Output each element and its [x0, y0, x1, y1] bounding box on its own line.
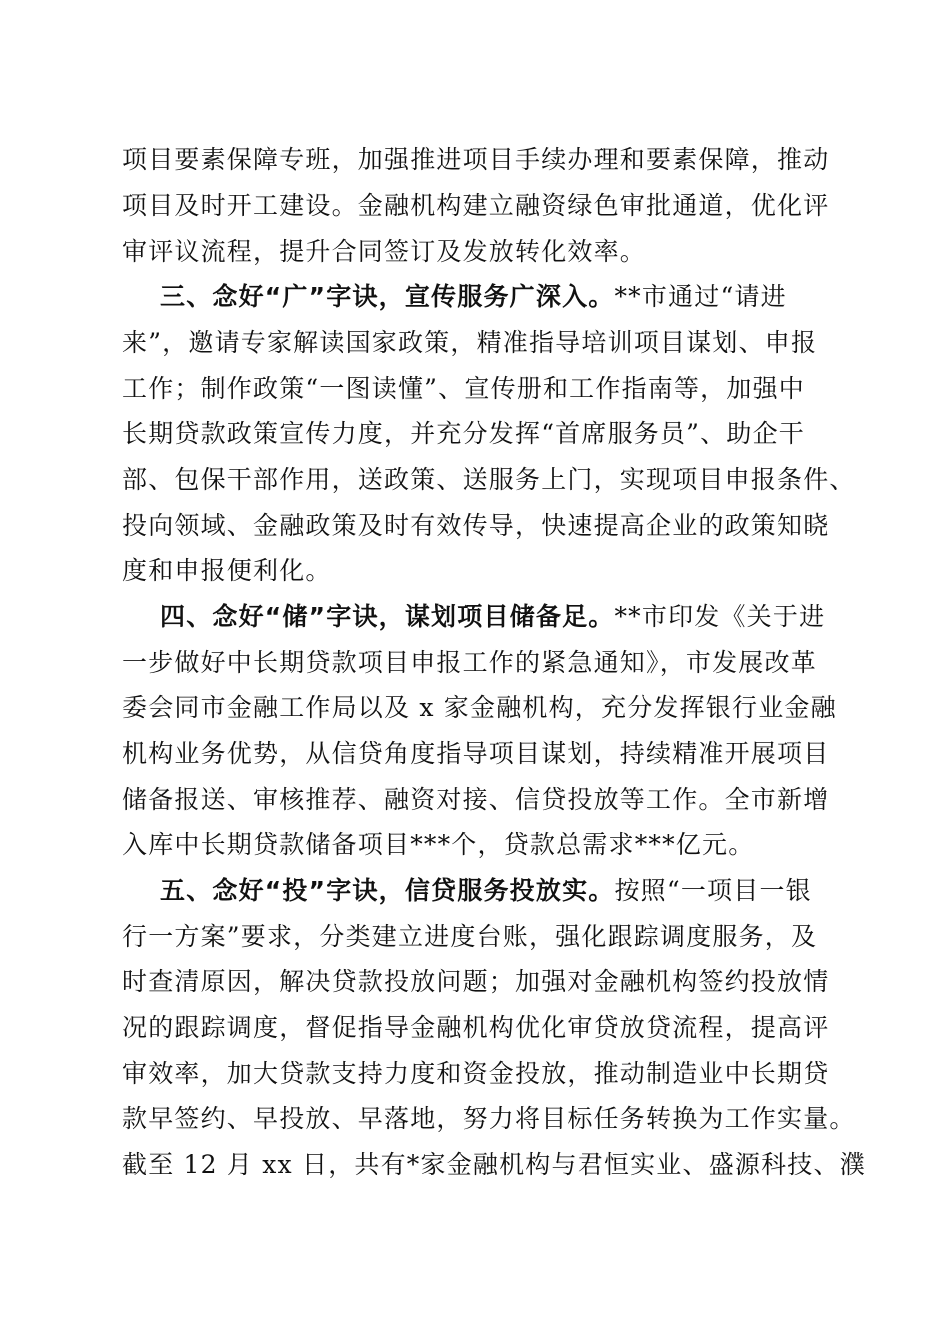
- paragraph-2-first-line: [160, 275, 842, 319]
- paragraph-2-line-7: 度和申报便利化。: [122, 556, 332, 585]
- section-heading-5: 五、念好“投”字诀，信贷服务投放实。: [160, 876, 615, 905]
- paragraph-2-line-3: 工作；制作政策“一图读懂”、宣传册和工作指南等，加强中: [122, 374, 805, 403]
- paragraph-4-line-6: 款早签约、早投放、早落地，努力将目标任务转换为工作实量。: [122, 1104, 856, 1133]
- paragraph-4-line-5: 审效率，加大贷款支持力度和资金投放，推动制造业中长期贷: [122, 1059, 830, 1088]
- paragraph-3-line-5: 储备报送、审核推荐、融资对接、信贷投放等工作。全市新增: [122, 785, 830, 814]
- paragraph-4-line-2: 行一方案”要求，分类建立进度台账，强化跟踪调度服务，及: [122, 922, 818, 951]
- paragraph-4-first-line: [160, 869, 842, 913]
- paragraph-3-line-4: 机构业务优势，从信贷角度指导项目谋划，持续精准开展项目: [122, 739, 830, 768]
- paragraph-4-line-4: 况的跟踪调度，督促指导金融机构优化审贷放贷流程，提高评: [122, 1013, 830, 1042]
- paragraph-3-line-2: 一步做好中长期贷款项目申报工作的紧急通知》，市发展改革: [122, 648, 817, 677]
- paragraph-3-line-6: 入库中长期贷款储备项目***个，贷款总需求***亿元。: [122, 830, 755, 859]
- paragraph-2-line-1: **市通过“请进: [614, 282, 787, 311]
- section-heading-4: 四、念好“储”字诀，谋划项目储备足。: [160, 602, 615, 631]
- paragraph-3-line-1: **市印发《关于进: [614, 602, 826, 631]
- paragraph-4-line-3: 时查清原因，解决贷款投放问题；加强对金融机构签约投放情: [122, 967, 830, 996]
- section-heading-3: 三、念好“广”字诀，宣传服务广深入。: [160, 282, 615, 311]
- paragraph-2-line-5: 部、包保干部作用，送政策、送服务上门，实现项目申报条件、: [122, 465, 856, 494]
- paragraph-1-line-3: 审评议流程，提升合同签订及发放转化效率。: [122, 237, 647, 266]
- paragraph-2-line-2: 来”，邀请专家解读国家政策，精准指导培训项目谋划、申报: [122, 328, 818, 357]
- paragraph-2-line-4: 长期贷款政策宣传力度，并充分发挥“首席服务员”、助企干: [122, 419, 805, 448]
- paragraph-1-line-2: 项目及时开工建设。金融机构建立融资绿色审批通道，优化评: [122, 191, 830, 220]
- paragraph-4-line-1: 按照“一项目一银: [614, 876, 812, 905]
- paragraph-1-line-1: 项目要素保障专班，加强推进项目手续办理和要素保障，推动: [122, 145, 830, 174]
- paragraph-3-first-line: [160, 595, 842, 639]
- paragraph-4-line-7: 截至 12 月 xx 日，共有*家金融机构与君恒实业、盛源科技、濮: [122, 1150, 866, 1179]
- paragraph-3-line-3: 委会同市金融工作局以及 x 家金融机构，充分发挥银行业金融: [122, 693, 837, 722]
- paragraph-2-line-6: 投向领域、金融政策及时有效传导，快速提高企业的政策知晓: [122, 511, 830, 540]
